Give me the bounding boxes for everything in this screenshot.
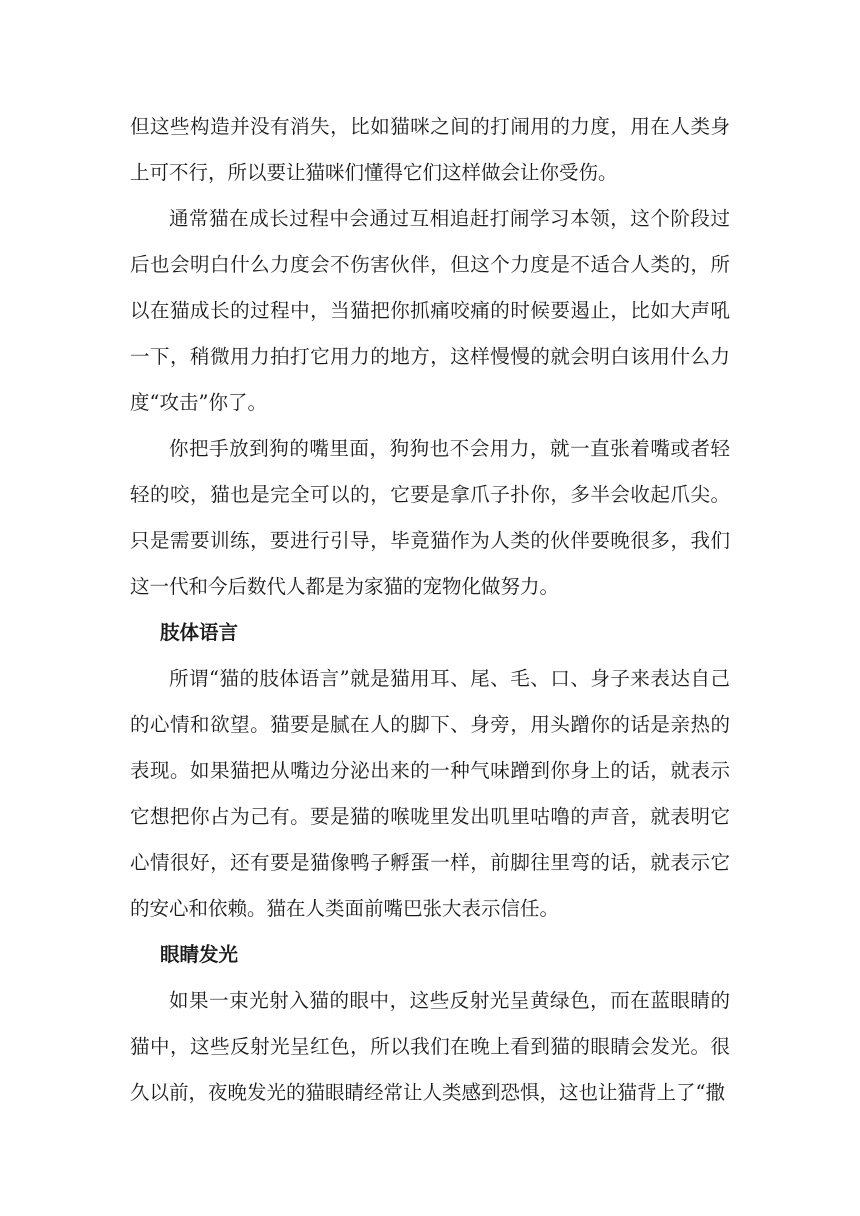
document-body — [130, 104, 730, 1116]
paragraph-4: 所谓“猫的肢体语言”就是猫用耳、尾、毛、口、身子来表达自己的心情和欲望。猫要是腻在人的脚下、身旁，用头蹭你的话是亲热的表现。如果猫把从嘴边分泌出来的一种气味蹭到你身上的话，就表示它想把你占为己有。要是猫的喉咙里发出叽里咕噜的声音，就表明它心情很好，还有要是猫像鸭子孵蛋一样，前脚往里弯的话，就表示它的安心和依赖。猫在人类面前嘴巴张大表示信任。 — [130, 667, 730, 920]
section-heading-body-language: 肢体语言 — [160, 621, 239, 644]
paragraph-5: 如果一束光射入猫的眼中，这些反射光呈黄绿色，而在蓝眼睛的猫中，这些反射光呈红色，所以我们在晚上看到猫的眼睛会发光。很久以前，夜晚发光的猫眼睛经常让人类感到恐惧，这也让猫背上了“撒 — [130, 989, 730, 1104]
paragraph-3: 你把手放到狗的嘴里面，狗狗也不会用力，就一直张着嘴或者轻轻的咬，猫也是完全可以的，它要是拿爪子扑你，多半会收起爪尖。只是需要训练，要进行引导，毕竟猫作为人类的伙伴要晚很多，我们这一代和今后数代人都是为家猫的宠物化做努力。 — [130, 437, 730, 598]
paragraph-2: 通常猫在成长过程中会通过互相追赶打闹学习本领，这个阶段过后也会明白什么力度会不伤害伙伴，但这个力度是不适合人类的，所以在猫成长的过程中，当猫把你抓痛咬痛的时候要遏止，比如大声吼一下，稍微用力拍打它用力的地方，这样慢慢的就会明白该用什么力度“攻击”你了。 — [130, 207, 730, 414]
paragraph-1: 但这些构造并没有消失，比如猫咪之间的打闹用的力度，用在人类身上可不行，所以要让猫咪们懂得它们这样做会让你受伤。 — [130, 115, 730, 184]
section-heading-glowing-eyes: 眼睛发光 — [160, 943, 239, 966]
